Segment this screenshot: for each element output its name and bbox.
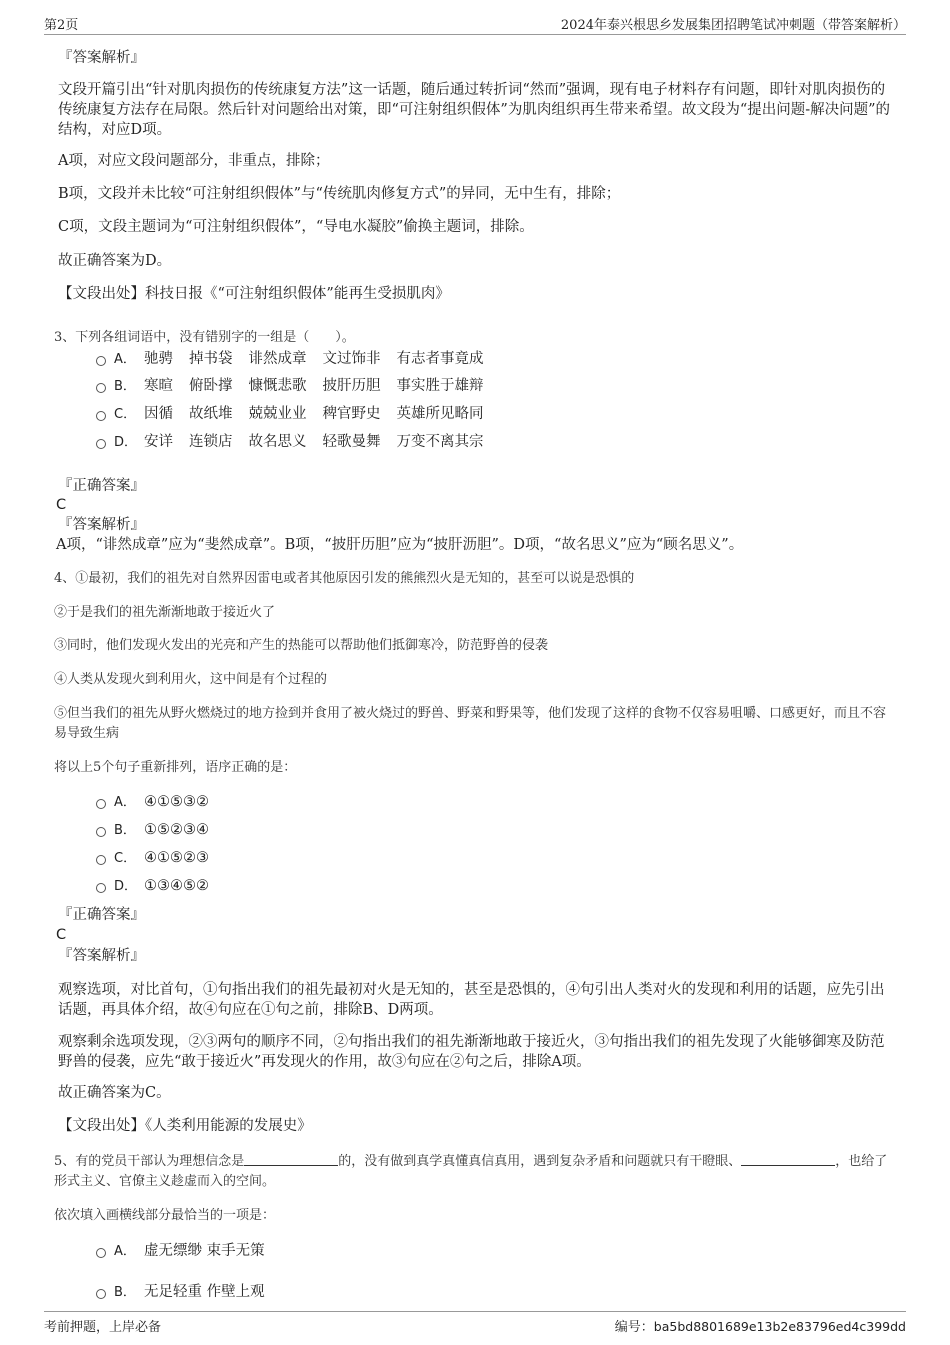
q4-option-b[interactable]: B． ①⑤②③④ [96, 819, 209, 841]
q4-sentence-4: ④人类从发现火到利用火，这中间是有个过程的 [54, 672, 328, 687]
q4-analysis-p1: 观察选项，对比首句，①句指出我们的祖先最初对火是无知的，甚至是恐惧的，④句引出人类对火的发现和利用的话题，应先引出话题，再具体介绍，故④句应在①句之前，排除B、D两项。 [58, 982, 885, 1018]
q4-option-a[interactable]: A． ④①⑤③② [96, 791, 209, 813]
q3-option-b[interactable]: B． 寒暄 俯卧撑 慷慨悲歌 披肝历胆 事实胜于雄辩 [96, 375, 500, 397]
q2-source: 【文段出处】科技日报《“可注射组织假体”能再生受损肌肉》 [58, 286, 450, 302]
radio-icon[interactable] [96, 827, 106, 837]
q4-sentence-2: ②于是我们的祖先渐渐地敢于接近火了 [54, 605, 276, 620]
q2-analysis-p3: B项，文段并未比较“可注射组织假体”与“传统肌肉修复方式”的异同，无中生有，排除； [58, 186, 621, 202]
q5-stem: 5、有的党员干部认为理想信念是 的，没有做到真学真懂真信真用，遇到复杂矛盾和问题就只有干瞪眼、 ，也给了形式主义、官僚主义趁虚而入的空间。 [54, 1154, 888, 1189]
q2-analysis-label: 『答案解析』 [58, 50, 145, 66]
q3-analysis: A项，“诽然成章”应为“斐然成章”。B项，“披肝历胆”应为“披肝沥胆”。D项，“故名思义”应为“顾名思义”。 [56, 537, 744, 553]
radio-icon[interactable] [96, 1289, 106, 1299]
radio-icon[interactable] [96, 439, 106, 449]
q2-analysis-p2: A项，对应文段问题部分，非重点，排除； [58, 153, 330, 169]
q5-option-a[interactable]: A． 虚无缥缈 束手无策 [96, 1240, 265, 1262]
q3-answer-label: 『正确答案』 [58, 478, 145, 494]
q3-option-d[interactable]: D． 安详 连锁店 故名思义 轻歌曼舞 万变不离其宗 [96, 431, 500, 453]
radio-icon[interactable] [96, 411, 106, 421]
q2-analysis-p5: 故正确答案为D。 [58, 253, 172, 269]
q3-answer: C [56, 497, 67, 513]
radio-icon[interactable] [96, 855, 106, 865]
q3-stem: 3、下列各组词语中，没有错别字的一组是（ ）。 [54, 330, 355, 345]
q2-analysis-p4: C项，文段主题词为“可注射组织假体”，“导电水凝胶”偷换主题词，排除。 [58, 219, 534, 235]
q2-analysis-p1: 文段开篇引出“针对肌肉损伤的传统康复方法”这一话题，随后通过转折词“然而”强调，现有电子材料存有问题，即针对肌肉损伤的传统康复方法存在局限。然后针对问题给出对策，即“可注射组织假体”为肌肉组织再生带来希望。故文段为“提出问题-解决问题”的结构，对应D项。 [58, 82, 891, 138]
radio-icon[interactable] [96, 1248, 106, 1258]
radio-icon[interactable] [96, 799, 106, 809]
q5-option-b[interactable]: B． 无足轻重 作壁上观 [96, 1281, 265, 1303]
q4-analysis-label: 『答案解析』 [58, 948, 145, 964]
q3-option-c[interactable]: C． 因循 故纸堆 兢兢业业 稗官野史 英雄所见略同 [96, 403, 500, 425]
q4-answer: C [56, 927, 67, 943]
q4-sentence-1: 4、①最初，我们的祖先对自然界因雷电或者其他原因引发的熊熊烈火是无知的，甚至可以说是恐惧的 [54, 571, 635, 586]
fill-blank-1 [244, 1153, 338, 1166]
page-footer [44, 1311, 906, 1336]
q4-analysis-p2: 观察剩余选项发现，②③两句的顺序不同，②句指出我们的祖先渐渐地敢于接近火，③句指出我们的祖先发现了火能够御寒及防范野兽的侵袭，应先“敢于接近火”再发现火的作用，故③句应在②句之后，排除A项。 [58, 1034, 885, 1070]
q4-analysis-p3: 故正确答案为C。 [58, 1085, 171, 1101]
q4-option-c[interactable]: C． ④①⑤②③ [96, 847, 209, 869]
q4-option-d[interactable]: D． ①③④⑤② [96, 875, 209, 897]
q4-answer-label: 『正确答案』 [58, 907, 145, 923]
page-header [44, 12, 906, 35]
radio-icon[interactable] [96, 356, 106, 366]
q3-option-a[interactable]: A． 驰骋 掉书袋 诽然成章 文过饰非 有志者事竟成 [96, 348, 500, 370]
q4-sentence-5: ⑤但当我们的祖先从野火燃烧过的地方捡到并食用了被火烧过的野兽、野菜和野果等，他们发现了这样的食物不仅容易咀嚼、口感更好，而且不容易导致生病 [54, 706, 887, 741]
q4-source: 【文段出处】《人类利用能源的发展史》 [58, 1118, 312, 1134]
radio-icon[interactable] [96, 883, 106, 893]
footer-serial: 编号：ba5bd8801689e13b2e83796ed4c399dd [614, 1319, 906, 1335]
q5-instruction: 依次填入画横线部分最恰当的一项是： [54, 1208, 276, 1223]
q4-sentence-3: ③同时，他们发现火发出的光亮和产生的热能可以帮助他们抵御寒冷，防范野兽的侵袭 [54, 638, 549, 653]
radio-icon[interactable] [96, 383, 106, 393]
fill-blank-2 [741, 1153, 835, 1166]
q3-analysis-label: 『答案解析』 [58, 517, 145, 533]
q4-instruction: 将以上5个句子重新排列，语序正确的是： [54, 760, 297, 775]
document-title: 2024年泰兴根思乡发展集团招聘笔试冲刺题（带答案解析） [560, 18, 906, 33]
footer-slogan: 考前押题，上岸必备 [44, 1320, 162, 1335]
page-number: 第2页 [44, 18, 79, 33]
